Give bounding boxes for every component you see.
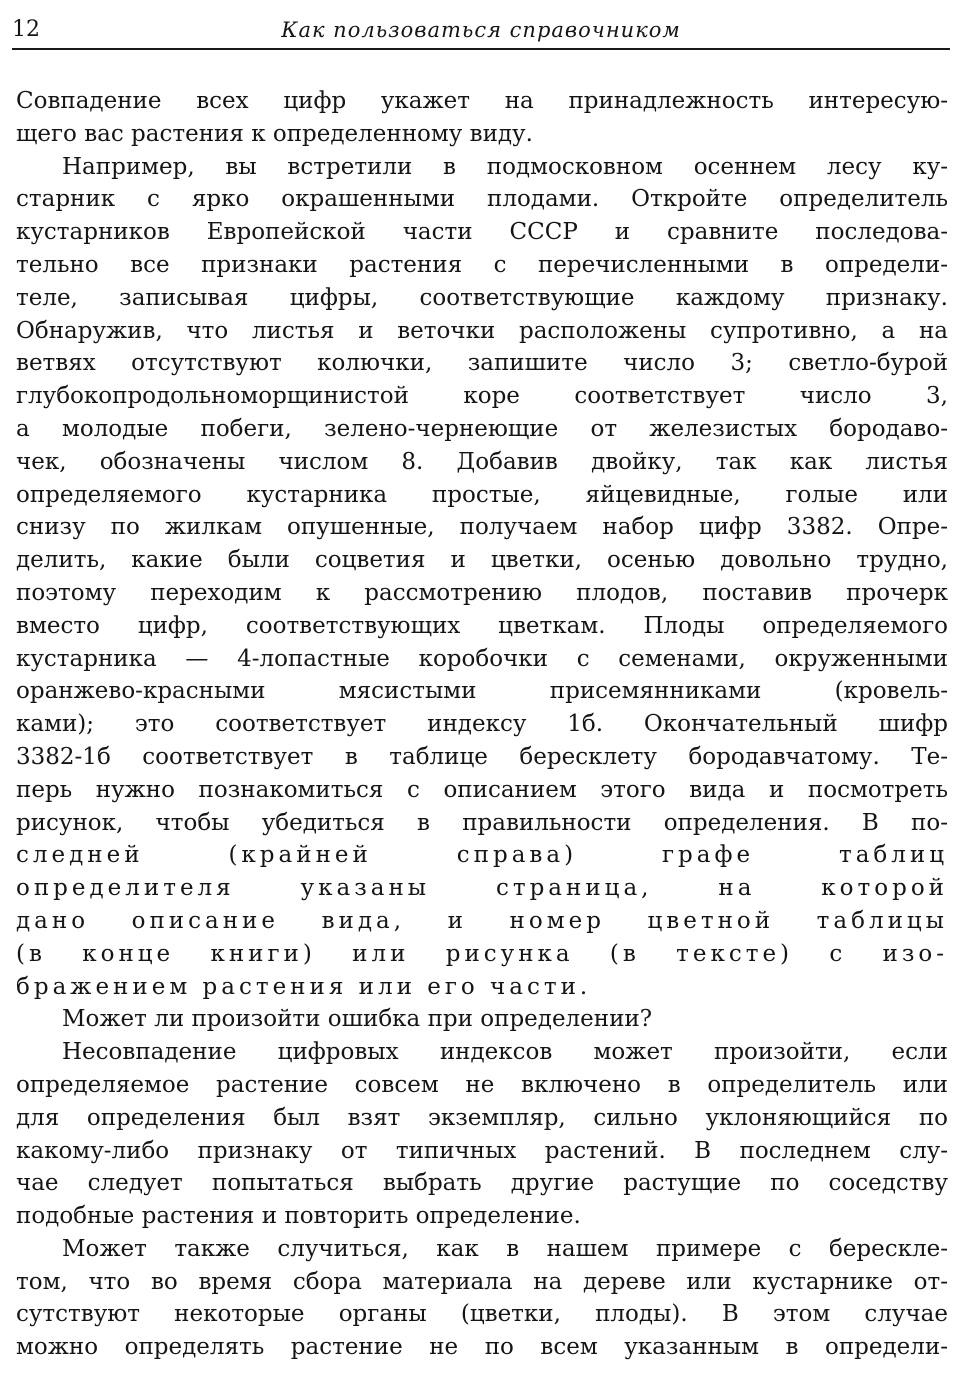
text-line: подобные растения и повторить определение. — [16, 1203, 581, 1230]
text-line: вместо цифр, соответствующих цветкам. Плоды определяемого — [16, 612, 948, 639]
paragraph — [16, 151, 948, 1004]
text-line: Может также случиться, как в нашем примере с берескле- — [62, 1235, 948, 1262]
paragraph — [16, 1003, 948, 1036]
text-line: тельно все признаки растения с перечисленными в определи- — [16, 251, 948, 278]
text-line: теле, записывая цифры, соответствующие каждому признаку. — [16, 284, 948, 311]
paragraph — [16, 1036, 948, 1233]
text-line: перь нужно познакомиться с описанием этого вида и посмотреть — [16, 776, 948, 803]
text-line: бражением растения или его части. — [16, 973, 592, 1000]
text-line: глубокопродольноморщинистой коре соответствует число 3, — [16, 383, 948, 410]
running-title: Как пользоваться справочником — [281, 18, 681, 42]
text-line: кустарника — 4-лопастные коробочки с семенами, окруженными — [16, 645, 948, 672]
text-line: 3382-1б соответствует в таблице бересклету бородавчатому. Те- — [16, 743, 948, 770]
text-line: Может ли произойти ошибка при определении? — [62, 1006, 653, 1033]
text-line: для определения был взят экземпляр, сильно уклоняющийся по — [16, 1104, 948, 1131]
text-line: можно определять растение не по всем указанным в определи- — [16, 1334, 948, 1361]
text-line: определяемого кустарника простые, яйцевидные, голые или — [16, 481, 948, 508]
text-line: определителя указаны страница, на которой — [16, 875, 948, 902]
text-line: Например, вы встретили в подмосковном осеннем лесу ку- — [62, 153, 948, 180]
text-line: (в конце книги) или рисунка (в тексте) с изо- — [16, 940, 948, 967]
text-line: том, что во время сбора материала на дереве или кустарнике от- — [16, 1268, 948, 1295]
text-line: делить, какие были соцветия и цветки, осенью довольно трудно, — [16, 547, 948, 574]
paragraph — [16, 85, 948, 151]
text-line: поэтому переходим к рассмотрению плодов, поставив прочерк — [16, 579, 948, 606]
text-line: щего вас растения к определенному виду. — [16, 120, 533, 147]
text-line: следней (крайней справа) графе таблиц — [16, 842, 948, 869]
text-line: старник с ярко окрашенными плодами. Откройте определитель — [16, 186, 948, 213]
text-line: рисунок, чтобы убедиться в правильности определения. В по- — [16, 809, 948, 836]
text-line: снизу по жилкам опушенные, получаем набор цифр 3382. Опре- — [16, 514, 948, 541]
text-line: ками); это соответствует индексу 1б. Окончательный шифр — [16, 711, 948, 738]
text-line: чае следует попытаться выбрать другие растущие по соседству — [16, 1170, 948, 1197]
text-line: ветвях отсутствуют колючки, запишите число 3; светло-бурой — [16, 350, 948, 377]
text-line: сутствуют некоторые органы (цветки, плоды). В этом случае — [16, 1301, 948, 1328]
page-number: 12 — [12, 17, 40, 42]
text-line: Обнаружив, что листья и веточки расположены супротивно, а на — [16, 317, 948, 344]
body-text — [16, 85, 948, 1364]
paragraph — [16, 1233, 948, 1364]
text-line: Совпадение всех цифр укажет на принадлежность интересую- — [16, 88, 948, 114]
text-line: дано описание вида, и номер цветной таблицы — [16, 907, 948, 934]
text-line: оранжево-красными мясистыми присемянниками (кровель- — [16, 678, 948, 705]
text-line: а молодые побеги, зелено-чернеющие от железистых бородаво- — [16, 415, 948, 442]
text-line: какому-либо признаку от типичных растений. В последнем слу- — [16, 1137, 948, 1164]
page-header — [12, 14, 950, 50]
text-line: кустарников Европейской части СССР и сравните последова- — [16, 219, 948, 246]
text-line: Несовпадение цифровых индексов может произойти, если — [62, 1039, 948, 1066]
text-line: определяемое растение совсем не включено в определитель или — [16, 1071, 948, 1098]
text-line: чек, обозначены числом 8. Добавив двойку, так как листья — [16, 448, 948, 475]
